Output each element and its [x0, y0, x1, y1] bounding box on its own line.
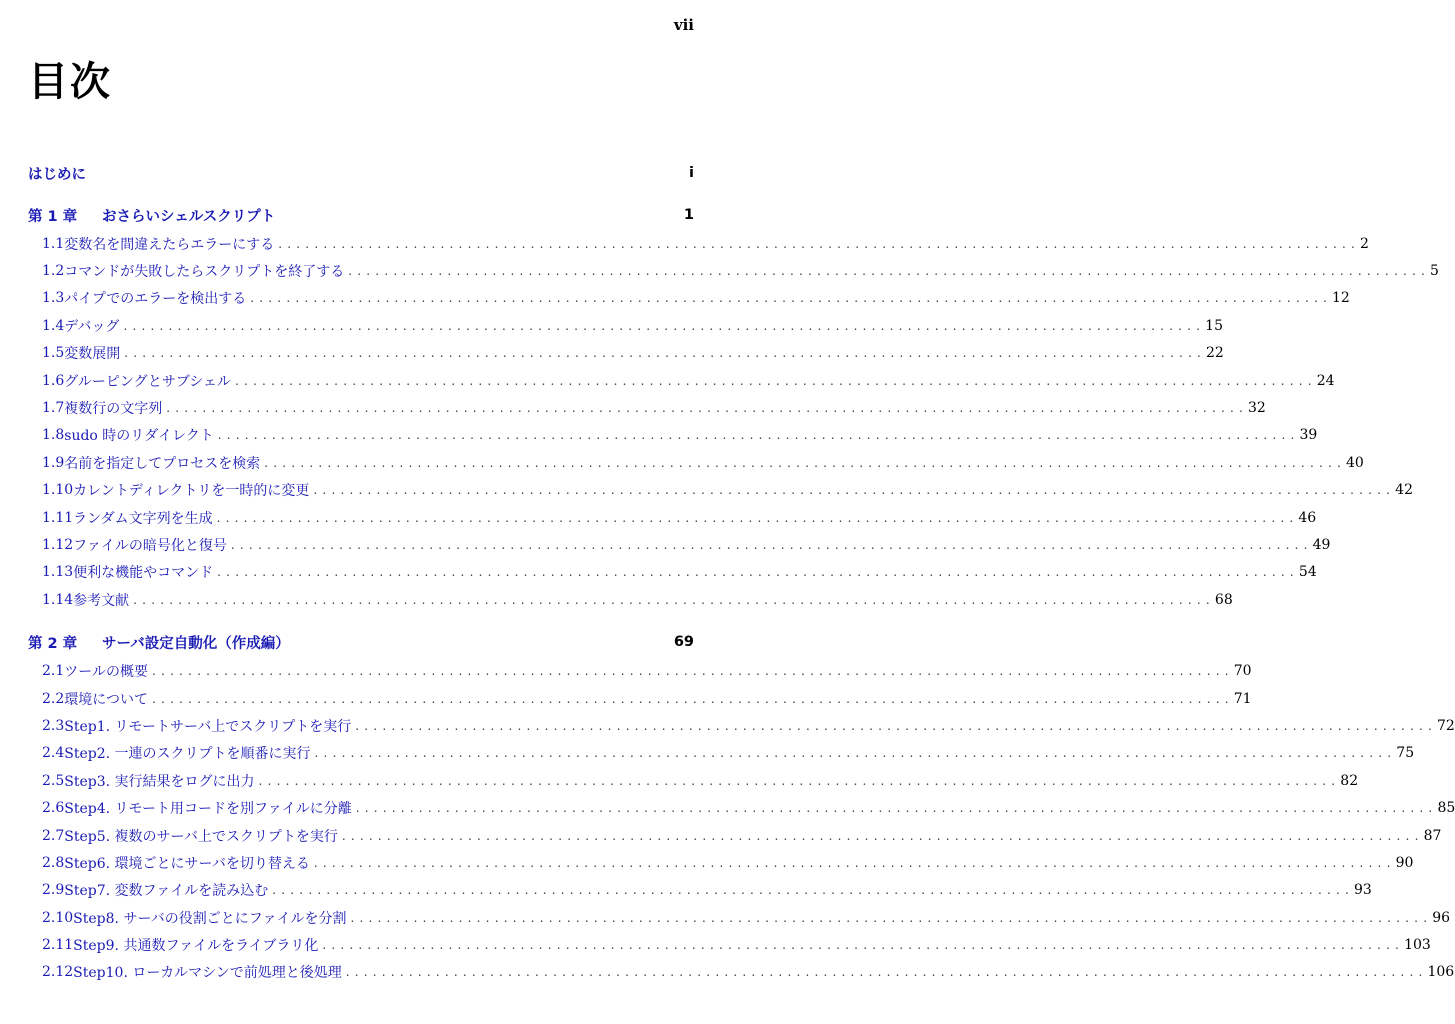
- toc-chapter-title: おさらいシェルスクリプト: [102, 208, 276, 225]
- toc-chapter-number: 第 2 章: [28, 635, 78, 652]
- toc-section-number: 1.11: [42, 509, 74, 526]
- toc-section-number: 1.10: [42, 482, 74, 499]
- toc-section-entry[interactable]: [28, 340, 1224, 367]
- toc-section-page: 15: [1205, 317, 1223, 334]
- toc-section-title: Step1. リモートサーバ上でスクリプトを実行: [64, 718, 352, 735]
- dot-leader: ........................................................................................................................: [314, 746, 1397, 761]
- toc-section-entry[interactable]: [28, 794, 1455, 821]
- toc-section-number: 2.8: [42, 854, 65, 871]
- toc-chapter-title: サーバ設定自動化（作成編）: [102, 635, 290, 652]
- toc-section-entry[interactable]: [28, 559, 1317, 586]
- toc-section-entry[interactable]: [28, 822, 1442, 849]
- toc-section-page: 39: [1299, 427, 1318, 444]
- toc-section-entry[interactable]: [28, 740, 1415, 767]
- toc-section-title: Step9. 共通数ファイルをライブラリ化: [73, 938, 319, 955]
- dot-leader: ........................................................................................................................: [355, 718, 1438, 733]
- toc-section-entry[interactable]: [28, 531, 1331, 558]
- toc-section-number: 1.8: [42, 427, 65, 444]
- dot-leader: ........................................................................................................................: [355, 801, 1438, 816]
- toc-section-page: 71: [1233, 690, 1252, 707]
- dot-leader: ........................................................................................................................: [313, 483, 1396, 498]
- toc-section-page: 46: [1298, 509, 1317, 526]
- toc-section-number: 1.3: [42, 290, 65, 307]
- dot-leader: ........................................................................................................................: [217, 565, 1299, 580]
- toc-section-number: 2.12: [42, 964, 74, 981]
- toc-section-number: 2.11: [42, 937, 74, 954]
- toc-section-number: 1.9: [42, 454, 65, 471]
- toc-section-entry[interactable]: [28, 959, 1455, 986]
- toc-section-entry[interactable]: [28, 230, 1369, 257]
- dot-leader: ........................................................................................................................: [152, 664, 1234, 679]
- toc-section-title: グルーピングとサブシェル: [64, 373, 232, 390]
- toc-section-number: 1.4: [42, 317, 65, 334]
- toc-chapter-page: 1: [683, 207, 694, 223]
- dot-leader: ........................................................................................................................: [272, 883, 1354, 898]
- toc-section-page: 12: [1332, 290, 1350, 307]
- dot-leader: ........................................................................................................................: [313, 855, 1396, 870]
- dot-leader: ........................................................................................................................: [217, 428, 1300, 443]
- toc-section-title: Step4. リモート用コードを別ファイルに分離: [64, 801, 352, 818]
- toc-chapter-entry[interactable]: [28, 200, 694, 230]
- dot-leader: ........................................................................................................................: [230, 537, 1313, 552]
- toc-section-number: 1.12: [42, 536, 74, 553]
- toc-section-entry[interactable]: [28, 657, 1252, 684]
- toc-section-entry[interactable]: [28, 877, 1372, 904]
- toc-intro-page: i: [689, 165, 694, 181]
- toc-section-page: 54: [1298, 564, 1317, 581]
- toc-section-title: 名前を指定してプロセスを検索: [64, 455, 261, 472]
- toc-section-entry[interactable]: [28, 422, 1318, 449]
- toc-section-title: Step8. サーバの役割ごとにファイルを分割: [73, 910, 347, 927]
- dot-leader: ........................................................................................................................: [322, 938, 1405, 953]
- toc-section-title: カレントディレクトリを一時的に変更: [73, 483, 310, 500]
- toc-chapter-page: 69: [673, 634, 694, 651]
- dot-leader: ........................................................................................................................: [341, 828, 1424, 843]
- toc-section-entry[interactable]: [28, 712, 1455, 739]
- toc-section-page: 2: [1360, 235, 1369, 252]
- toc-section-title: Step3. 実行結果をログに出力: [64, 773, 255, 790]
- dot-leader: ........................................................................................................................: [152, 691, 1234, 706]
- toc-section-entry[interactable]: [28, 257, 1439, 284]
- toc-section-number: 1.14: [42, 591, 74, 608]
- toc-section-page: 82: [1340, 772, 1359, 789]
- toc-section-page: 40: [1346, 454, 1364, 471]
- toc-section-entry[interactable]: [28, 767, 1359, 794]
- toc-section-number: 2.1: [42, 663, 65, 680]
- toc-section-entry[interactable]: [28, 685, 1252, 712]
- toc-chapter-entry[interactable]: [28, 627, 694, 657]
- toc-section-title: sudo 時のリダイレクト: [64, 428, 214, 445]
- toc-section-entry[interactable]: [28, 477, 1413, 504]
- toc-section-number: 2.7: [42, 827, 65, 844]
- toc-intro-label: はじめに: [28, 166, 86, 183]
- toc-section-number: 1.13: [42, 564, 74, 581]
- toc-section-title: ランダム文字列を生成: [73, 510, 213, 527]
- toc-section-page: 75: [1396, 745, 1415, 762]
- toc-section-entry[interactable]: [28, 931, 1431, 958]
- dot-leader: ........................................................................................................................: [264, 455, 1346, 470]
- toc-section-entry[interactable]: [28, 394, 1266, 421]
- toc-section-number: 1.2: [42, 263, 65, 280]
- toc-section-title: ファイルの暗号化と復号: [73, 537, 227, 554]
- toc-section-number: 1.7: [42, 400, 65, 417]
- toc-section-title: Step7. 変数ファイルを読み込む: [64, 883, 269, 900]
- dot-leader: ........................................................................................................................: [124, 346, 1206, 361]
- toc-section-page: 42: [1395, 482, 1413, 499]
- toc-section-page: 49: [1312, 536, 1331, 553]
- toc-section-number: 2.4: [42, 745, 65, 762]
- toc-section-entry[interactable]: [28, 312, 1223, 339]
- toc-section-page: 68: [1214, 591, 1233, 608]
- toc-section-page: 85: [1437, 800, 1455, 817]
- toc-section-entry[interactable]: [28, 367, 1335, 394]
- toc-section-number: 1.6: [42, 372, 65, 389]
- dot-leader: ........................................................................................................................: [250, 291, 1332, 306]
- toc-section-entry[interactable]: [28, 449, 1364, 476]
- toc-section-number: 1.5: [42, 345, 65, 362]
- toc-section-page: 70: [1233, 663, 1252, 680]
- toc-section-title: 参考文献: [73, 592, 130, 609]
- toc-section-page: 96: [1432, 909, 1451, 926]
- dot-leader: ........................................................................................................................: [216, 510, 1299, 525]
- toc-section-number: 2.2: [42, 690, 65, 707]
- toc-intro-entry[interactable]: [28, 158, 694, 188]
- toc-section-page: 90: [1395, 854, 1414, 871]
- dot-leader: ........................................................................................................................: [278, 236, 1360, 251]
- toc-section-page: 72: [1437, 717, 1455, 734]
- toc-section-number: 2.9: [42, 882, 65, 899]
- toc-section-title: ツールの概要: [64, 664, 148, 681]
- dot-leader: ........................................................................................................................: [345, 965, 1428, 980]
- toc-section-entry[interactable]: [28, 904, 1451, 931]
- dot-leader: ........................................................................................................................: [258, 773, 1341, 788]
- toc-section-number: 2.5: [42, 772, 65, 789]
- dot-leader: ........................................................................................................................: [350, 910, 1433, 925]
- toc-section-entry[interactable]: [28, 285, 1350, 312]
- dot-leader: ........................................................................................................................: [123, 318, 1206, 333]
- page-number: vii: [673, 16, 694, 34]
- toc-section-page: 87: [1423, 827, 1442, 844]
- toc-section-title: 複数行の文字列: [64, 401, 163, 418]
- toc-section-number: 2.10: [42, 909, 74, 926]
- toc-section-page: 103: [1404, 937, 1431, 954]
- toc-section-title: 便利な機能やコマンド: [73, 565, 214, 582]
- dot-leader: ........................................................................................................................: [166, 401, 1248, 416]
- toc-section-number: 2.3: [42, 717, 65, 734]
- toc-section-entry[interactable]: [28, 504, 1317, 531]
- toc-section-title: パイプでのエラーを検出する: [64, 291, 247, 308]
- toc-section-title: 環境について: [64, 691, 148, 708]
- toc-section-title: 変数名を間違えたらエラーにする: [64, 236, 275, 253]
- toc-section-title: Step10. ローカルマシンで前処理と後処理: [73, 965, 342, 982]
- toc-section-page: 32: [1248, 400, 1266, 417]
- toc-section-title: Step6. 環境ごとにサーバを切り替える: [64, 855, 310, 872]
- toc-section-page: 24: [1316, 372, 1335, 389]
- toc-section-entry[interactable]: [28, 586, 1233, 613]
- toc-section-title: Step2. 一連のスクリプトを順番に実行: [64, 746, 311, 763]
- toc-section-number: 2.6: [42, 800, 65, 817]
- toc-section-page: 93: [1354, 882, 1372, 899]
- dot-leader: ........................................................................................................................: [133, 592, 1215, 607]
- dot-leader: ........................................................................................................................: [348, 264, 1430, 279]
- toc-section-title: コマンドが失敗したらスクリプトを終了する: [64, 264, 345, 281]
- page-title: 目次: [28, 59, 112, 105]
- dot-leader: ........................................................................................................................: [235, 373, 1317, 388]
- toc-section-entry[interactable]: [28, 849, 1414, 876]
- table-of-contents: [28, 158, 1455, 986]
- toc-section-title: 変数展開: [64, 346, 121, 363]
- toc-section-title: Step5. 複数のサーバ上でスクリプトを実行: [64, 828, 338, 845]
- toc-chapter-number: 第 1 章: [28, 208, 78, 225]
- toc-section-page: 106: [1427, 964, 1455, 981]
- toc-section-page: 5: [1430, 263, 1439, 280]
- toc-section-page: 22: [1206, 345, 1224, 362]
- toc-section-number: 1.1: [42, 235, 65, 252]
- toc-section-title: デバッグ: [64, 318, 120, 335]
- toc-chapters: [28, 200, 1455, 986]
